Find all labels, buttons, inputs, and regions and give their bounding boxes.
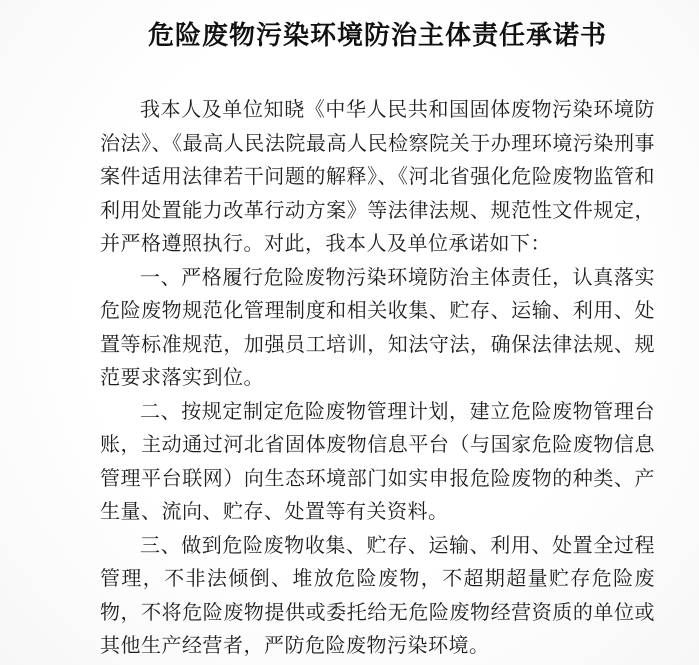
paragraph: 我本人及单位知晓《中华人民共和国固体废物污染环境防治法》、《最高人民法院最高人民检察院关于办理环境污染刑事案件适用法律若干问题的解释》、《河北省强化危险废物监管和利用处置能力改革行动方案》等法律法规、规范性文件规定，并严格遵照执行。对此，我本人及单位承诺如下： xyxy=(100,99,655,255)
paragraph: 三、做到危险废物收集、贮存、运输、利用、处置全过程管理，不非法倾倒、堆放危险废物，不超期超量贮存危险废物，不将危险废物提供或委托给无危险废物经营资质的单位或其他生产经营者，严防危险废物污染环境。 xyxy=(100,534,655,657)
document-body xyxy=(100,94,655,664)
paragraph: 二、按规定制定危险废物管理计划，建立危险废物管理台账，主动通过河北省固体废物信息平台（与国家危险废物信息管理平台联网）向生态环境部门如实申报危险废物的种类、产生量、流向、贮存、处置等有关资料。 xyxy=(100,400,655,523)
document-title: 危险废物污染环境防治主体责任承诺书 xyxy=(147,21,607,50)
paragraph: 一、严格履行危险废物污染环境防治主体责任，认真落实危险废物规范化管理制度和相关收集、贮存、运输、利用、处置等标准规范，加强员工培训，知法守法，确保法律法规、规范要求落实到位。 xyxy=(100,266,655,389)
